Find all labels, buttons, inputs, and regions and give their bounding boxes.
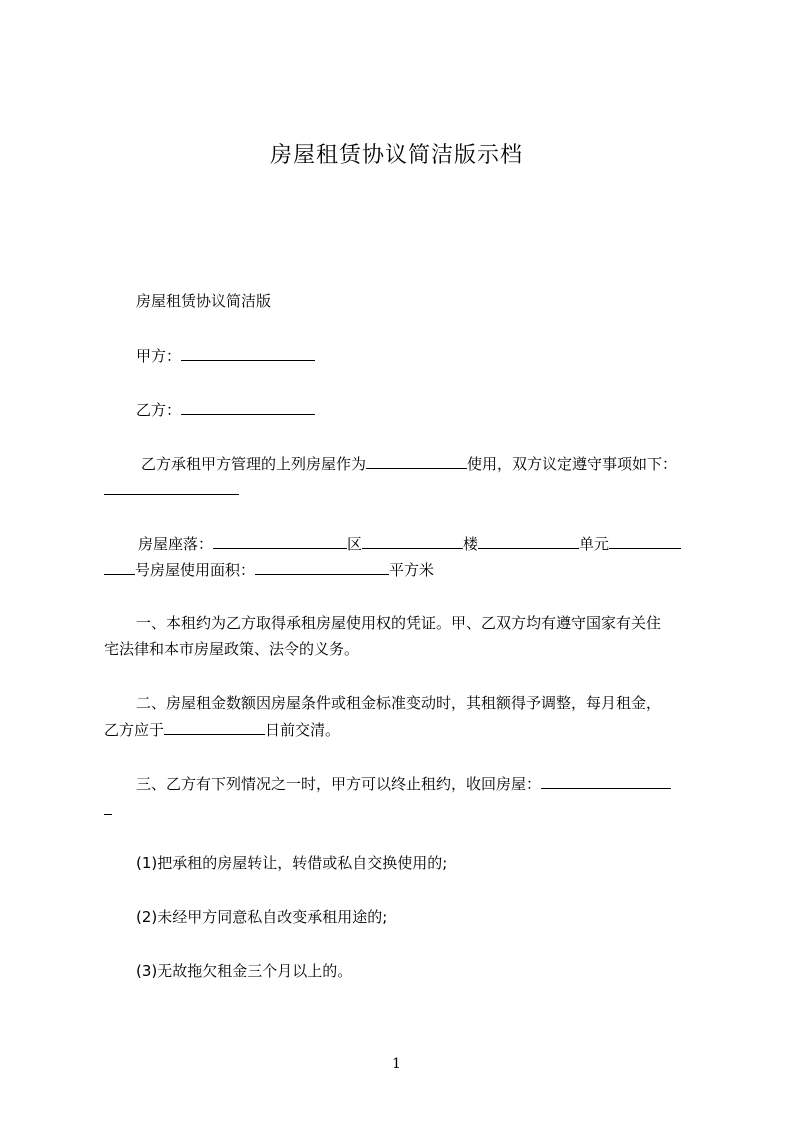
clause-2-text-a: 乙方应于 bbox=[104, 721, 165, 739]
intro-text-1: 乙方承租甲方管理的上列房屋作为 bbox=[141, 455, 367, 473]
item-3: (3)无故拖欠租金三个月以上的。 bbox=[136, 962, 353, 980]
payment-day-blank bbox=[164, 719, 265, 735]
location-label: 房屋座落： bbox=[138, 535, 214, 553]
clause-1-line-2: 宅法律和本市房屋政策、法令的义务。 bbox=[104, 640, 360, 658]
clause-3-line bbox=[136, 773, 671, 794]
clause-3-continuation bbox=[104, 799, 112, 820]
district-label: 区 bbox=[347, 535, 363, 553]
unit-blank bbox=[609, 533, 681, 549]
clause-3-blank bbox=[541, 773, 671, 789]
room-area-label: 号房屋使用面积： bbox=[135, 561, 256, 579]
page-number: 1 bbox=[392, 1056, 401, 1072]
clause-3-text: 三、乙方有下列情况之一时，甲方可以终止租约，收回房屋： bbox=[136, 775, 542, 793]
intro-line bbox=[141, 453, 677, 474]
party-a-label: 甲方： bbox=[136, 347, 182, 365]
clause-2-line-2 bbox=[104, 719, 340, 740]
unit-label: 单元 bbox=[579, 535, 610, 553]
sqm-label: 平方米 bbox=[389, 561, 435, 579]
intro-text-2: 使用，双方议定遵守事项如下： bbox=[467, 455, 678, 473]
location-line bbox=[138, 533, 681, 554]
subtitle: 房屋租赁协议简洁版 bbox=[136, 292, 272, 310]
building-label: 楼 bbox=[463, 535, 479, 553]
page-title: 房屋租赁协议简洁版示档 bbox=[269, 143, 523, 168]
item-2: (2)未经甲方同意私自改变承租用途的; bbox=[136, 908, 388, 926]
clause-2-text-b: 日前交清。 bbox=[265, 721, 341, 739]
party-b-line bbox=[136, 399, 315, 420]
party-a-line bbox=[136, 345, 315, 366]
item-1: (1)把承租的房屋转让，转借或私自交换使用的; bbox=[136, 854, 448, 872]
party-b-label: 乙方： bbox=[136, 401, 182, 419]
clause-3-blank-cont bbox=[104, 799, 112, 815]
location-blank bbox=[213, 533, 347, 549]
clause-1-line-1: 一、本租约为乙方取得承租房屋使用权的凭证。甲、乙双方均有遵守国家有关住 bbox=[136, 614, 662, 632]
clause-2-line-1: 二、房屋租金数额因房屋条件或租金标准变动时，其租额得予调整，每月租金， bbox=[136, 694, 662, 712]
area-blank bbox=[255, 559, 389, 575]
district-blank bbox=[362, 533, 463, 549]
area-line bbox=[104, 559, 434, 580]
room-blank bbox=[104, 559, 135, 575]
intro-continuation bbox=[104, 479, 239, 500]
party-a-blank bbox=[181, 345, 315, 361]
building-blank bbox=[478, 533, 579, 549]
party-b-blank bbox=[181, 399, 315, 415]
usage-blank bbox=[366, 453, 467, 469]
intro-blank bbox=[104, 479, 239, 495]
